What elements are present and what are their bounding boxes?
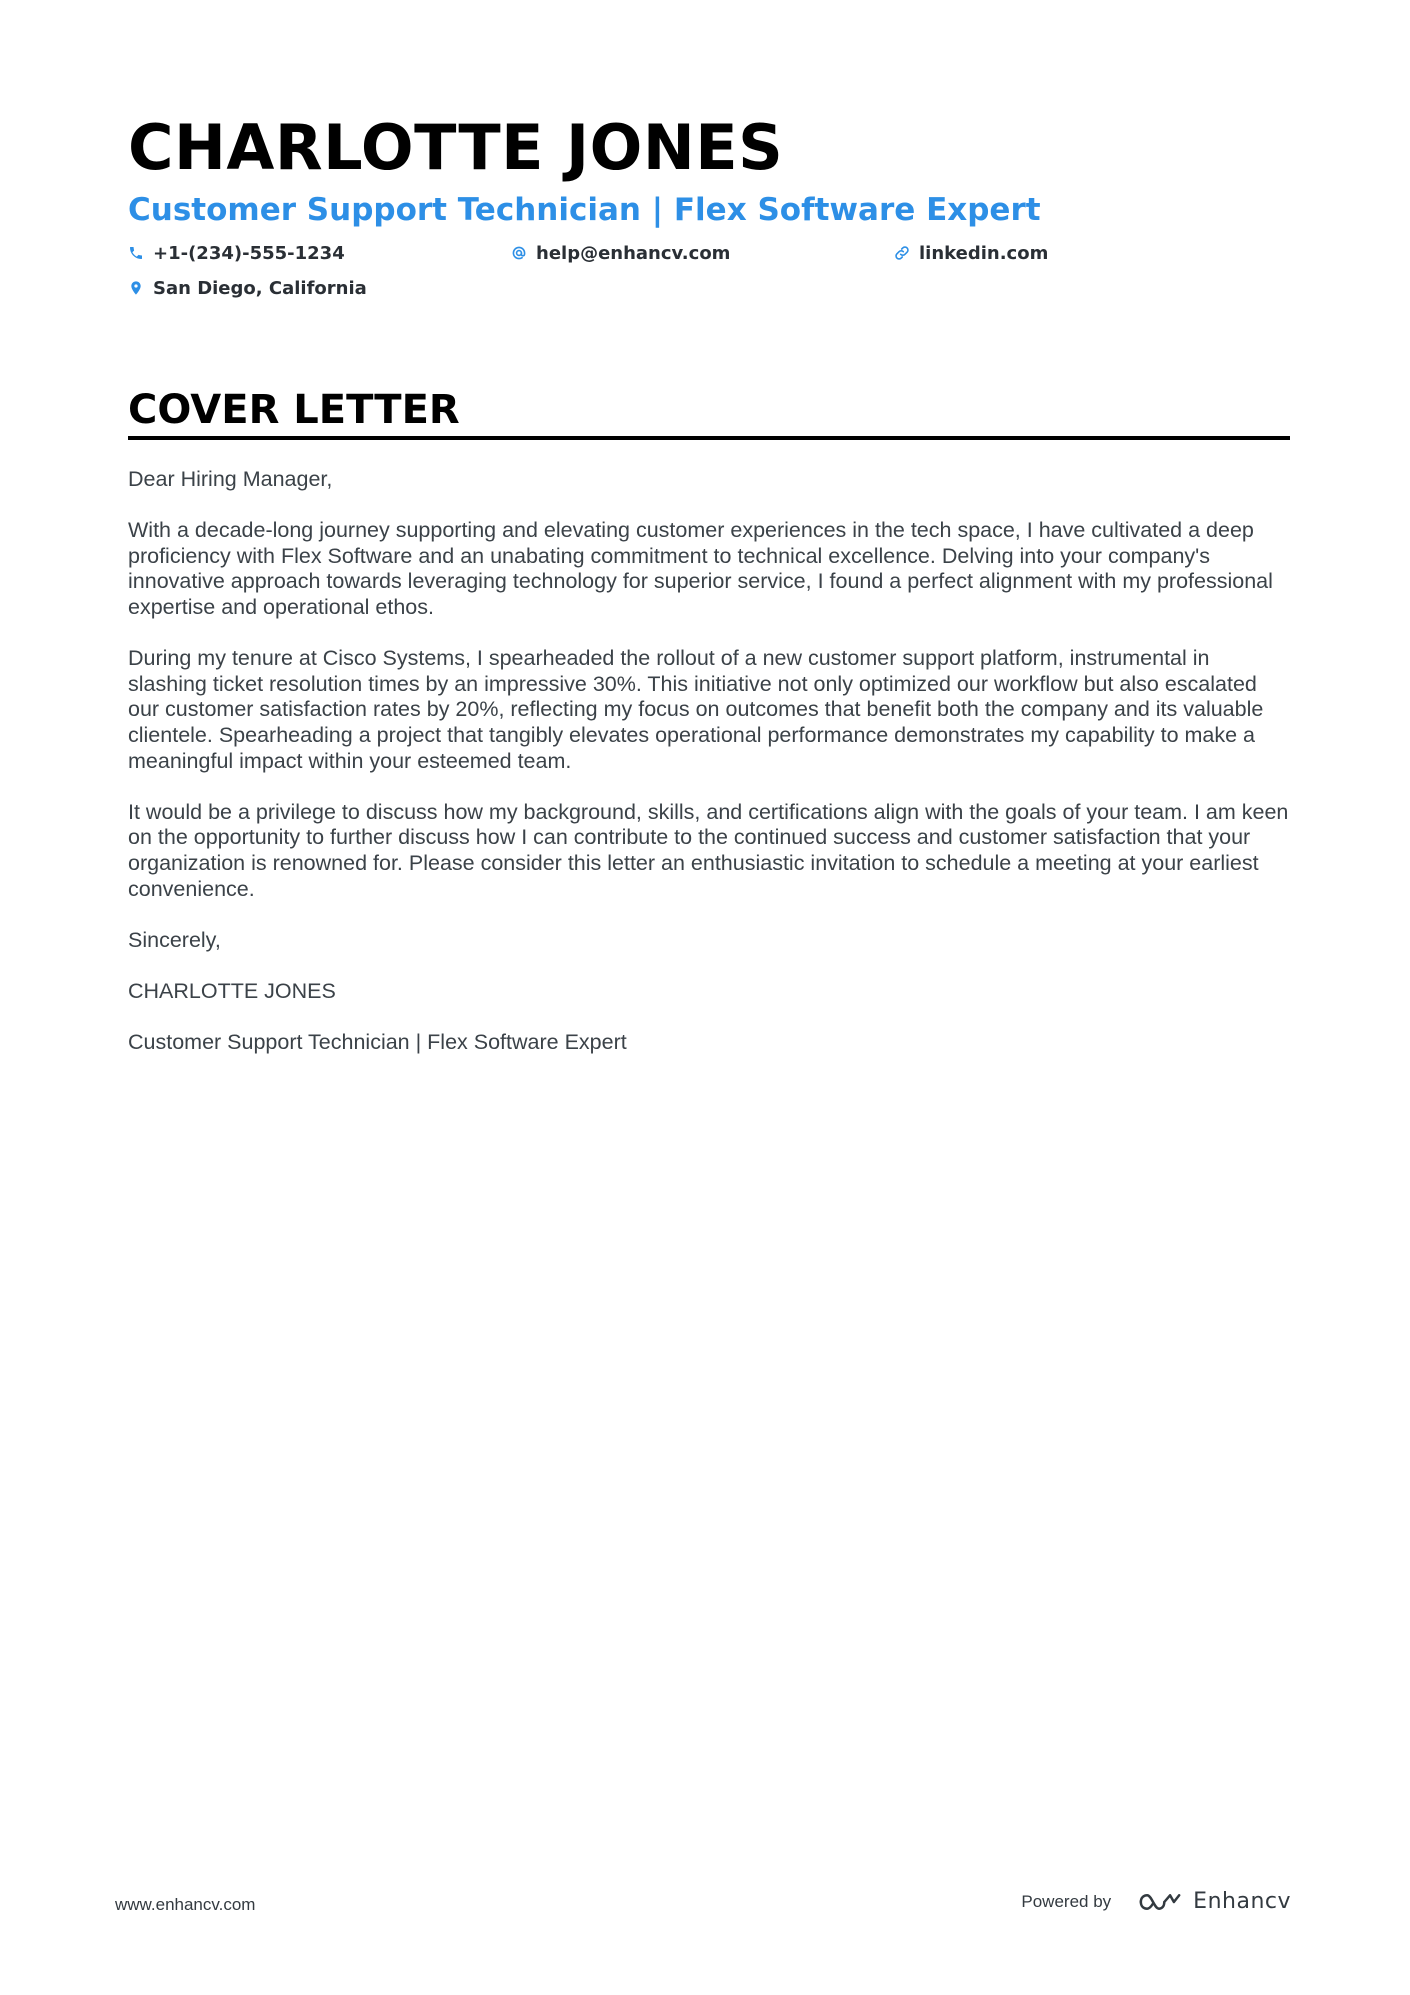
candidate-tagline: Customer Support Technician | Flex Software Expert bbox=[128, 192, 1041, 228]
at-icon bbox=[511, 245, 527, 261]
location-text: San Diego, California bbox=[153, 277, 367, 299]
signature-title: Customer Support Technician | Flex Software Expert bbox=[128, 1030, 627, 1055]
brand-name: Enhancv bbox=[1193, 1889, 1291, 1914]
website-text[interactable]: linkedin.com bbox=[919, 242, 1049, 264]
letter-paragraph: It would be a privilege to discuss how my background, skills, and certifications align with the goals of your team. I am keen on the opportunity to further discuss how I can contribute to the continued success and customer satisfaction that your organization is renowned for. Please consider this letter an enthusiastic invitation to schedule a meeting at your earliest convenience. bbox=[128, 799, 1289, 901]
footer-branding[interactable] bbox=[1021, 1889, 1291, 1914]
contact-email[interactable] bbox=[511, 240, 730, 266]
letter-closing: Sincerely, bbox=[128, 927, 221, 952]
letter-paragraph: With a decade-long journey supporting and elevating customer experiences in the tech space, I have cultivated a deep proficiency with Flex Software and an unabating commitment to technical excellence. Delving into your company's innovative approach towards leveraging technology for superior service, I found a perfect alignment with my professional expertise and operational ethos. bbox=[128, 518, 1273, 619]
section-title: COVER LETTER bbox=[128, 387, 460, 433]
candidate-name: CHARLOTTE JONES bbox=[128, 111, 784, 184]
contact-phone bbox=[128, 240, 345, 266]
signature-name: CHARLOTTE JONES bbox=[128, 978, 336, 1003]
enhancv-logo-icon bbox=[1137, 1890, 1183, 1914]
contact-website[interactable] bbox=[894, 240, 1048, 266]
contact-location bbox=[128, 275, 367, 301]
phone-icon bbox=[128, 245, 144, 261]
letter-body bbox=[128, 467, 1293, 1081]
letter-paragraph: During my tenure at Cisco Systems, I spearheaded the rollout of a new customer support platform, instrumental in slashing ticket resolution times by an impressive 30%. This initiative not only optimized our workflow but also escalated our customer satisfaction rates by 20%, reflecting my focus on outcomes that benefit both the company and its valuable clientele. Spearheading a project that tangibly elevates operational performance demonstrates my capability to make a meaningful impact within your esteemed team. bbox=[128, 646, 1264, 773]
footer-website[interactable]: www.enhancv.com bbox=[115, 1895, 256, 1914]
enhancv-logo[interactable] bbox=[1137, 1889, 1291, 1914]
link-icon bbox=[894, 245, 910, 261]
location-pin-icon bbox=[128, 280, 144, 296]
phone-text: +1-(234)-555-1234 bbox=[153, 242, 345, 264]
letter-salutation: Dear Hiring Manager, bbox=[128, 467, 333, 491]
email-text[interactable]: help@enhancv.com bbox=[536, 242, 731, 264]
section-divider bbox=[128, 436, 1290, 440]
powered-by-label: Powered by bbox=[1021, 1891, 1112, 1911]
